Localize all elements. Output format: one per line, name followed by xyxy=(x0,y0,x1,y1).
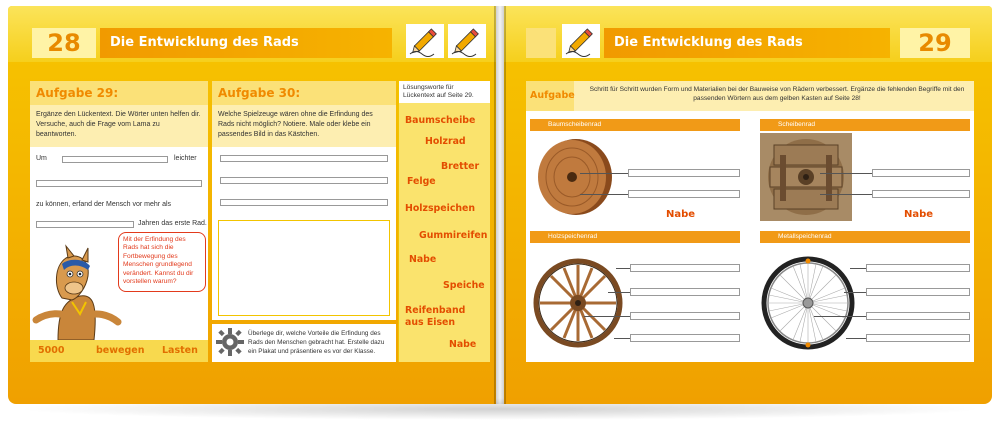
wheel-blank[interactable] xyxy=(866,288,970,296)
wheel-card-title: Baumscheibenrad xyxy=(530,119,740,131)
wheel-label-nabe: Nabe xyxy=(666,209,696,220)
header-spacer xyxy=(526,28,556,58)
pencil-icon xyxy=(562,24,600,58)
left-header-title: Die Entwicklung des Rads xyxy=(100,28,392,58)
gear-icon xyxy=(216,328,244,356)
wheel-card-scheibenrad xyxy=(760,119,970,219)
solution-word: Reifenband xyxy=(405,305,466,316)
solution-word: Baumscheibe xyxy=(405,115,476,126)
wheel-card-baumscheibenrad xyxy=(530,119,740,219)
task31-instruction: Schritt für Schritt wurden Form und Materialien bei der Bauweise von Rädern verbessert. Ergänze die fehlenden Begriffe mit den passenden Wörtern aus dem gelben Kasten auf Seite 28! xyxy=(589,86,965,102)
solution-word: aus Eisen xyxy=(405,317,456,328)
drawing-box[interactable] xyxy=(218,220,390,316)
right-header-title: Die Entwicklung des Rads xyxy=(604,28,890,58)
wheel-blank[interactable] xyxy=(872,190,970,198)
solution-word-box xyxy=(398,81,490,362)
wheel-blank[interactable] xyxy=(866,264,970,272)
gear-task-text: Überlege dir, welche Vorteile die Erfindung des Rads den Menschen gebracht hat. Erstelle dazu ein Plakat und präsentiere es vor der Klasse. xyxy=(248,330,385,355)
wheel-blank[interactable] xyxy=(628,169,740,177)
helper-word: Lasten xyxy=(162,345,198,356)
answer-line-3[interactable] xyxy=(220,199,388,206)
left-page xyxy=(8,6,496,404)
helper-word: bewegen xyxy=(96,345,145,356)
wheel-blank[interactable] xyxy=(630,334,740,342)
solution-word: Speiche xyxy=(443,280,485,291)
helper-word: 5000 xyxy=(38,345,65,356)
wheel-blank[interactable] xyxy=(866,312,970,320)
left-page-number: 28 xyxy=(32,28,96,58)
wheel-card-holzspeichenrad xyxy=(530,231,740,357)
task29-instruction: Ergänze den Lückentext. Die Wörter unten helfen dir. Versuche, auch die Frage vom Lama zu beantworten. xyxy=(30,105,208,147)
task30-instruction: Welche Spielzeuge wären ohne die Erfindung des Rads nicht möglich? Notiere. Male oder klebe ein passendes Bild in das Kästchen. xyxy=(212,105,396,147)
cloze-text-line3: Jahren das erste Rad. xyxy=(138,220,207,227)
right-page-number: 29 xyxy=(900,28,970,58)
task31-title: Aufgabe xyxy=(526,81,574,111)
solution-word: Gummireifen xyxy=(419,230,488,241)
wheel-card-title: Scheibenrad xyxy=(760,119,970,131)
task30-title: Aufgabe 30: xyxy=(212,81,396,105)
wooden-spoke-wheel-image xyxy=(532,247,624,355)
cloze-blank-3[interactable] xyxy=(36,221,134,228)
cloze-blank-1[interactable] xyxy=(62,156,168,163)
task31-panel xyxy=(526,81,974,362)
plank-wheel-image xyxy=(760,133,852,221)
open-book xyxy=(8,6,992,414)
lama-speech-bubble: Mit der Erfindung des Rads hat sich die Fortbewegung des Menschen grundlegend verändert. Kannst du dir vorstellen warum? xyxy=(118,232,206,292)
wheel-blank[interactable] xyxy=(872,169,970,177)
solution-word: Holzrad xyxy=(425,136,466,147)
wheel-blank[interactable] xyxy=(630,312,740,320)
cloze-word-leichter: leichter xyxy=(174,155,197,162)
book-gutter xyxy=(494,6,506,404)
pencil-icon xyxy=(406,24,444,58)
task29-title: Aufgabe 29: xyxy=(30,81,208,105)
wheel-blank[interactable] xyxy=(628,190,740,198)
gear-task-box xyxy=(212,324,396,362)
cloze-blank-2[interactable] xyxy=(36,180,202,187)
wheel-card-title: Metallspeichenrad xyxy=(760,231,970,243)
cloze-word-um: Um xyxy=(36,155,47,162)
solution-word: Nabe xyxy=(449,339,477,350)
wheel-blank[interactable] xyxy=(630,288,740,296)
answer-line-2[interactable] xyxy=(220,177,388,184)
wheel-card-metallspeichenrad xyxy=(760,231,970,357)
lama-mascot-icon xyxy=(28,242,122,340)
tree-disc-wheel-image xyxy=(532,135,616,219)
solution-word-heading: Lösungsworte für Lückentext auf Seite 29. xyxy=(399,81,490,103)
wheel-label-nabe: Nabe xyxy=(904,209,934,220)
solution-word: Holzspeichen xyxy=(405,203,476,214)
wheel-blank[interactable] xyxy=(866,334,970,342)
solution-word: Felge xyxy=(407,176,436,187)
pencil-icon xyxy=(448,24,486,58)
task31-header xyxy=(526,81,974,111)
helper-words-bar xyxy=(30,340,208,362)
wheel-blank[interactable] xyxy=(630,264,740,272)
right-page xyxy=(504,6,992,404)
metal-spoke-wheel-image xyxy=(760,247,860,355)
cloze-text-line2: zu können, erfand der Mensch vor mehr als xyxy=(36,201,172,208)
wheel-card-title: Holzspeichenrad xyxy=(530,231,740,243)
answer-line-1[interactable] xyxy=(220,155,388,162)
solution-word: Nabe xyxy=(409,254,437,265)
solution-word: Bretter xyxy=(441,161,480,172)
